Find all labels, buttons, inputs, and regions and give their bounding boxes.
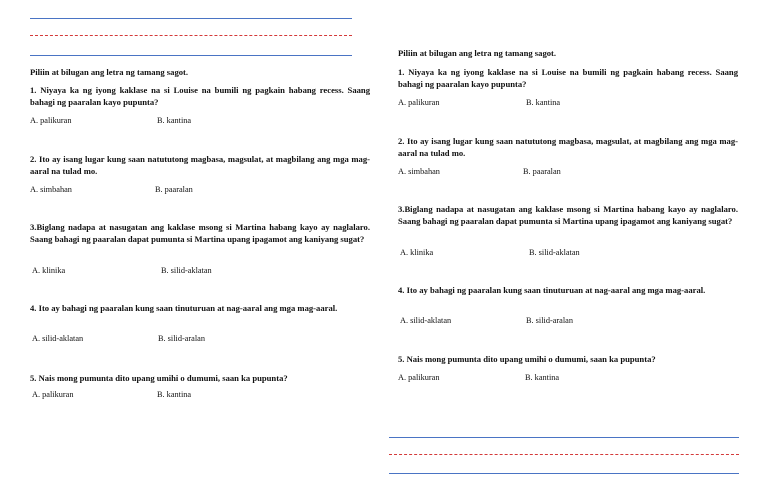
instruction-text: Piliin at bilugan ang letra ng tamang sagot. xyxy=(30,67,189,77)
question-1: 1. Niyaya ka ng iyong kaklase na si Louise na bumili ng pagkain habang recess. Saang bahagi ng paaralan kayo pupunta? xyxy=(398,67,738,89)
choice-b[interactable]: B. kantina xyxy=(157,116,192,125)
question-3: 3.Biglang nadapa at nasugatan ang kaklase msong si Martina habang kayo ay naglalaro. Saang bahagi ng paaralan dapat pumunta si Martina upang ipagamot ang kaniyang sugat? xyxy=(398,204,738,226)
choice-b[interactable]: B. kantina xyxy=(525,373,560,382)
choice-b[interactable]: B. kantina xyxy=(157,390,192,399)
guide-dashed-midline xyxy=(389,454,739,455)
guide-base-line xyxy=(389,473,739,474)
choice-a[interactable]: A. silid-aklatan xyxy=(32,334,84,343)
guide-top-line xyxy=(30,18,352,19)
question-4: 4. Ito ay bahagi ng paaralan kung saan tinuturuan at nag-aaral ang mga mag-aaral. xyxy=(30,303,338,313)
question-1: 1. Niyaya ka ng iyong kaklase na si Louise na bumili ng pagkain habang recess. Saang bahagi ng paaralan kayo pupunta? xyxy=(30,85,370,107)
question-5: 5. Nais mong pumunta dito upang umihi o dumumi, saan ka pupunta? xyxy=(30,373,288,383)
choice-b[interactable]: B. paaralan xyxy=(523,167,561,176)
choice-b[interactable]: B. silid-aralan xyxy=(526,316,574,325)
choice-a[interactable]: A. palikuran xyxy=(398,373,440,382)
choice-b[interactable]: B. silid-aklatan xyxy=(529,248,580,257)
guide-dashed-midline xyxy=(30,35,352,36)
guide-base-line xyxy=(30,55,352,56)
choice-a[interactable]: A. klinika xyxy=(32,266,66,275)
question-3: 3.Biglang nadapa at nasugatan ang kaklase msong si Martina habang kayo ay naglalaro. Saang bahagi ng paaralan dapat pumunta si Martina upang ipagamot ang kaniyang sugat? xyxy=(30,222,370,244)
instruction-text: Piliin at bilugan ang letra ng tamang sagot. xyxy=(398,48,557,58)
question-5: 5. Nais mong pumunta dito upang umihi o dumumi, saan ka pupunta? xyxy=(398,354,656,364)
question-2: 2. Ito ay isang lugar kung saan natututong magbasa, magsulat, at magbilang ang mga mag-aaral na tulad mo. xyxy=(30,154,370,176)
guide-top-line xyxy=(389,437,739,438)
choice-b[interactable]: B. silid-aralan xyxy=(158,334,206,343)
choice-b[interactable]: B. paaralan xyxy=(155,185,193,194)
choice-a[interactable]: A. palikuran xyxy=(398,98,440,107)
choice-b[interactable]: B. silid-aklatan xyxy=(161,266,212,275)
choice-a[interactable]: A. palikuran xyxy=(32,390,74,399)
choice-a[interactable]: A. simbahan xyxy=(30,185,72,194)
question-2: 2. Ito ay isang lugar kung saan natututong magbasa, magsulat, at magbilang ang mga mag-aaral na tulad mo. xyxy=(398,136,738,158)
question-4: 4. Ito ay bahagi ng paaralan kung saan tinuturuan at nag-aaral ang mga mag-aaral. xyxy=(398,285,706,295)
choice-a[interactable]: A. klinika xyxy=(400,248,434,257)
choice-a[interactable]: A. palikuran xyxy=(30,116,72,125)
choice-a[interactable]: A. silid-aklatan xyxy=(400,316,452,325)
choice-b[interactable]: B. kantina xyxy=(526,98,561,107)
choice-a[interactable]: A. simbahan xyxy=(398,167,440,176)
